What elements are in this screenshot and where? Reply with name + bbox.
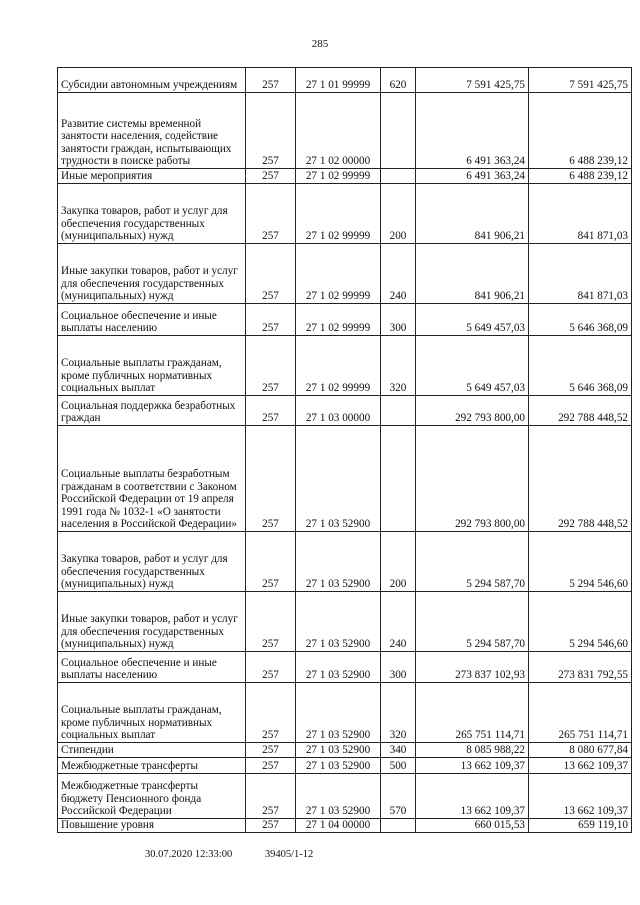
row-amount-2: 5 294 546,60 — [529, 532, 632, 592]
row-name: Стипендии — [58, 743, 246, 758]
table-row — [58, 743, 632, 758]
row-csr: 27 1 02 99999 — [296, 244, 381, 304]
row-csr: 27 1 03 52900 — [296, 426, 381, 532]
row-name: Межбюджетные трансферты — [58, 758, 246, 774]
row-csr: 27 1 03 52900 — [296, 592, 381, 652]
row-vr — [381, 169, 416, 184]
row-csr: 27 1 02 99999 — [296, 169, 381, 184]
row-amount-2: 292 788 448,52 — [529, 426, 632, 532]
row-name: Иные мероприятия — [58, 169, 246, 184]
row-name: Иные закупки товаров, работ и услуг для обеспечения государственных (муниципальных) нужд — [58, 592, 246, 652]
row-amount-1: 5 294 587,70 — [416, 532, 529, 592]
row-code: 257 — [246, 592, 296, 652]
row-csr: 27 1 03 52900 — [296, 683, 381, 743]
row-csr: 27 1 03 52900 — [296, 774, 381, 819]
row-csr: 27 1 01 99999 — [296, 68, 381, 93]
row-amount-1: 292 793 800,00 — [416, 396, 529, 426]
row-amount-2: 13 662 109,37 — [529, 774, 632, 819]
row-amount-2: 6 488 239,12 — [529, 93, 632, 169]
row-vr: 300 — [381, 304, 416, 336]
row-amount-1: 5 294 587,70 — [416, 592, 529, 652]
row-vr: 320 — [381, 336, 416, 396]
row-amount-1: 273 837 102,93 — [416, 652, 529, 683]
page-number: 285 — [311, 38, 329, 50]
row-csr: 27 1 03 00000 — [296, 396, 381, 426]
row-code: 257 — [246, 819, 296, 833]
row-vr — [381, 819, 416, 833]
row-code: 257 — [246, 396, 296, 426]
row-code: 257 — [246, 304, 296, 336]
row-amount-1: 13 662 109,37 — [416, 758, 529, 774]
row-name: Социальная поддержка безработных граждан — [58, 396, 246, 426]
row-amount-1: 841 906,21 — [416, 184, 529, 244]
row-vr — [381, 93, 416, 169]
row-code: 257 — [246, 184, 296, 244]
row-name: Субсидии автономным учреждениям — [58, 68, 246, 93]
row-amount-2: 13 662 109,37 — [529, 758, 632, 774]
row-code: 257 — [246, 426, 296, 532]
table-row — [58, 652, 632, 683]
table-row — [58, 426, 632, 532]
row-vr: 500 — [381, 758, 416, 774]
row-csr: 27 1 03 52900 — [296, 758, 381, 774]
table-row — [58, 819, 632, 833]
row-amount-2: 273 831 792,55 — [529, 652, 632, 683]
row-vr — [381, 426, 416, 532]
table-row — [58, 758, 632, 774]
row-vr: 240 — [381, 244, 416, 304]
row-amount-1: 841 906,21 — [416, 244, 529, 304]
row-csr: 27 1 03 52900 — [296, 532, 381, 592]
row-vr: 320 — [381, 683, 416, 743]
row-amount-2: 841 871,03 — [529, 244, 632, 304]
row-amount-1: 8 085 988,22 — [416, 743, 529, 758]
row-code: 257 — [246, 93, 296, 169]
row-amount-2: 292 788 448,52 — [529, 396, 632, 426]
row-name: Закупка товаров, работ и услуг для обеспечения государственных (муниципальных) нужд — [58, 184, 246, 244]
row-vr — [381, 396, 416, 426]
row-code: 257 — [246, 683, 296, 743]
table-row — [58, 683, 632, 743]
row-amount-1: 7 591 425,75 — [416, 68, 529, 93]
row-amount-1: 13 662 109,37 — [416, 774, 529, 819]
row-csr: 27 1 03 52900 — [296, 743, 381, 758]
row-amount-1: 265 751 114,71 — [416, 683, 529, 743]
footer-datetime: 30.07.2020 12:33:00 — [145, 849, 233, 860]
row-code: 257 — [246, 532, 296, 592]
row-vr: 570 — [381, 774, 416, 819]
row-amount-2: 5 294 546,60 — [529, 592, 632, 652]
row-vr: 200 — [381, 532, 416, 592]
row-name: Повышение уровня — [58, 819, 246, 833]
row-amount-2: 8 080 677,84 — [529, 743, 632, 758]
row-amount-1: 660 015,53 — [416, 819, 529, 833]
row-name: Социальные выплаты безработным гражданам в соответствии с Законом Российской Федерации от 19 апреля 1991 года № 1032-1 «О занятости населения в Российской Федерации» — [58, 426, 246, 532]
row-vr: 200 — [381, 184, 416, 244]
row-amount-2: 5 646 368,09 — [529, 336, 632, 396]
row-name: Иные закупки товаров, работ и услуг для обеспечения государственных (муниципальных) нужд — [58, 244, 246, 304]
row-csr: 27 1 03 52900 — [296, 652, 381, 683]
row-name: Социальные выплаты гражданам, кроме публичных нормативных социальных выплат — [58, 683, 246, 743]
row-vr: 620 — [381, 68, 416, 93]
row-amount-2: 841 871,03 — [529, 184, 632, 244]
table-row — [58, 774, 632, 819]
row-vr: 240 — [381, 592, 416, 652]
row-amount-2: 5 646 368,09 — [529, 304, 632, 336]
row-amount-1: 5 649 457,03 — [416, 304, 529, 336]
row-code: 257 — [246, 758, 296, 774]
row-code: 257 — [246, 68, 296, 93]
table-row — [58, 169, 632, 184]
row-name: Закупка товаров, работ и услуг для обеспечения государственных (муниципальных) нужд — [58, 532, 246, 592]
row-name: Социальное обеспечение и иные выплаты населению — [58, 304, 246, 336]
row-csr: 27 1 02 99999 — [296, 184, 381, 244]
row-code: 257 — [246, 169, 296, 184]
row-csr: 27 1 02 99999 — [296, 336, 381, 396]
row-code: 257 — [246, 244, 296, 304]
footer-doc-code: 39405/1-12 — [264, 849, 314, 860]
row-csr: 27 1 02 99999 — [296, 304, 381, 336]
table-row — [58, 184, 632, 244]
table-row — [58, 68, 632, 93]
row-code: 257 — [246, 774, 296, 819]
row-vr: 300 — [381, 652, 416, 683]
table-row — [58, 592, 632, 652]
row-amount-2: 6 488 239,12 — [529, 169, 632, 184]
table-row — [58, 93, 632, 169]
table-row — [58, 396, 632, 426]
row-amount-2: 265 751 114,71 — [529, 683, 632, 743]
table-row — [58, 304, 632, 336]
row-amount-2: 659 119,10 — [529, 819, 632, 833]
table-row — [58, 336, 632, 396]
row-name: Развитие системы временной занятости населения, содействие занятости граждан, испытывающих трудности в поиске работы — [58, 93, 246, 169]
table-row — [58, 532, 632, 592]
budget-table — [57, 67, 632, 833]
row-amount-1: 5 649 457,03 — [416, 336, 529, 396]
table-row — [58, 244, 632, 304]
row-amount-1: 6 491 363,24 — [416, 93, 529, 169]
document-footer — [145, 849, 343, 860]
row-csr: 27 1 02 00000 — [296, 93, 381, 169]
row-amount-1: 6 491 363,24 — [416, 169, 529, 184]
row-code: 257 — [246, 336, 296, 396]
row-name: Социальные выплаты гражданам, кроме публичных нормативных социальных выплат — [58, 336, 246, 396]
row-code: 257 — [246, 652, 296, 683]
row-code: 257 — [246, 743, 296, 758]
row-amount-1: 292 793 800,00 — [416, 426, 529, 532]
row-amount-2: 7 591 425,75 — [529, 68, 632, 93]
row-name: Социальное обеспечение и иные выплаты населению — [58, 652, 246, 683]
row-csr: 27 1 04 00000 — [296, 819, 381, 833]
row-vr: 340 — [381, 743, 416, 758]
row-name: Межбюджетные трансферты бюджету Пенсионного фонда Российской Федерации — [58, 774, 246, 819]
